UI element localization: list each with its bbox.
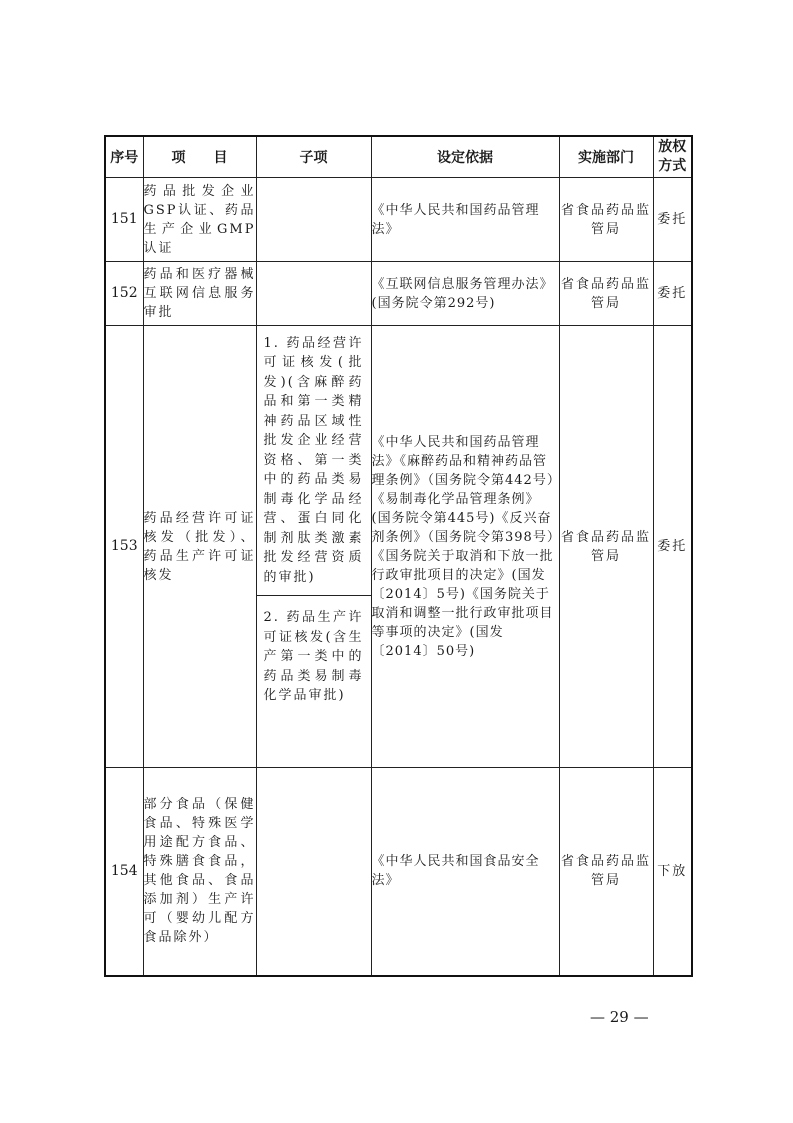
row-item: 药品经营许可证核发（批发）、药品生产许可证核发 bbox=[143, 326, 256, 768]
row-mode: 委托 bbox=[653, 326, 692, 768]
header-item: 项 目 bbox=[143, 136, 256, 178]
row-dept: 省食品药品监管局 bbox=[559, 326, 653, 768]
row-sub bbox=[256, 178, 371, 262]
table-row bbox=[105, 262, 692, 326]
row-mode: 委托 bbox=[653, 178, 692, 262]
table-row bbox=[105, 178, 692, 262]
table-header-row bbox=[105, 136, 692, 178]
row-dept: 省食品药品监管局 bbox=[559, 262, 653, 326]
row-index: 152 bbox=[105, 262, 143, 326]
header-mode: 放权方式 bbox=[653, 136, 692, 178]
row-mode: 下放 bbox=[653, 768, 692, 976]
table-row bbox=[105, 326, 692, 768]
row-index: 154 bbox=[105, 768, 143, 976]
row-basis: 《中华人民共和国食品安全法》 bbox=[371, 768, 559, 976]
header-index: 序号 bbox=[105, 136, 143, 178]
row-sub bbox=[256, 768, 371, 976]
row-index: 153 bbox=[105, 326, 143, 768]
approval-items-table bbox=[104, 135, 693, 977]
row-item: 药品和医疗器械互联网信息服务审批 bbox=[143, 262, 256, 326]
row-dept: 省食品药品监管局 bbox=[559, 768, 653, 976]
sub-item-2: 2. 药品生产许可证核发(含生产第一类中的药品类易制毒化学品审批) bbox=[263, 610, 364, 703]
row-index: 151 bbox=[105, 178, 143, 262]
sub-item-1: 1. 药品经营许可证核发(批发)(含麻醉药品和第一类精神药品区域性批发企业经营资格、第一类中的药品类易制毒化学品经营、蛋白同化制剂肽类激素批发经营资质的审批) bbox=[257, 326, 371, 596]
row-basis: 《中华人民共和国药品管理法》《麻醉药品和精神药品管理条例》（国务院令第442号）《易制毒化学品管理条例》(国务院令第445号)《反兴奋剂条例》（国务院令第398号）《国务院关于取消和下放一批行政审批项目的决定》(国发〔2014〕5号)《国务院关于取消和调整一批行政审批项目等事项的决定》(国发〔2014〕50号) bbox=[371, 326, 559, 768]
row-basis: 《中华人民共和国药品管理法》 bbox=[371, 178, 559, 262]
row-basis: 《互联网信息服务管理办法》(国务院令第292号) bbox=[371, 262, 559, 326]
row-item: 药品批发企业GSP认证、药品生产企业GMP认证 bbox=[143, 178, 256, 262]
row-mode: 委托 bbox=[653, 262, 692, 326]
row-item: 部分食品（保健食品、特殊医学用途配方食品、特殊膳食食品，其他食品、食品添加剂）生产许可（婴幼儿配方食品除外） bbox=[143, 768, 256, 976]
row-dept: 省食品药品监管局 bbox=[559, 178, 653, 262]
page-number: — 29 — bbox=[590, 1008, 649, 1026]
table-row bbox=[105, 768, 692, 976]
header-basis: 设定依据 bbox=[371, 136, 559, 178]
header-dept: 实施部门 bbox=[559, 136, 653, 178]
row-sub-items bbox=[256, 326, 371, 768]
header-sub: 子项 bbox=[256, 136, 371, 178]
row-sub bbox=[256, 262, 371, 326]
